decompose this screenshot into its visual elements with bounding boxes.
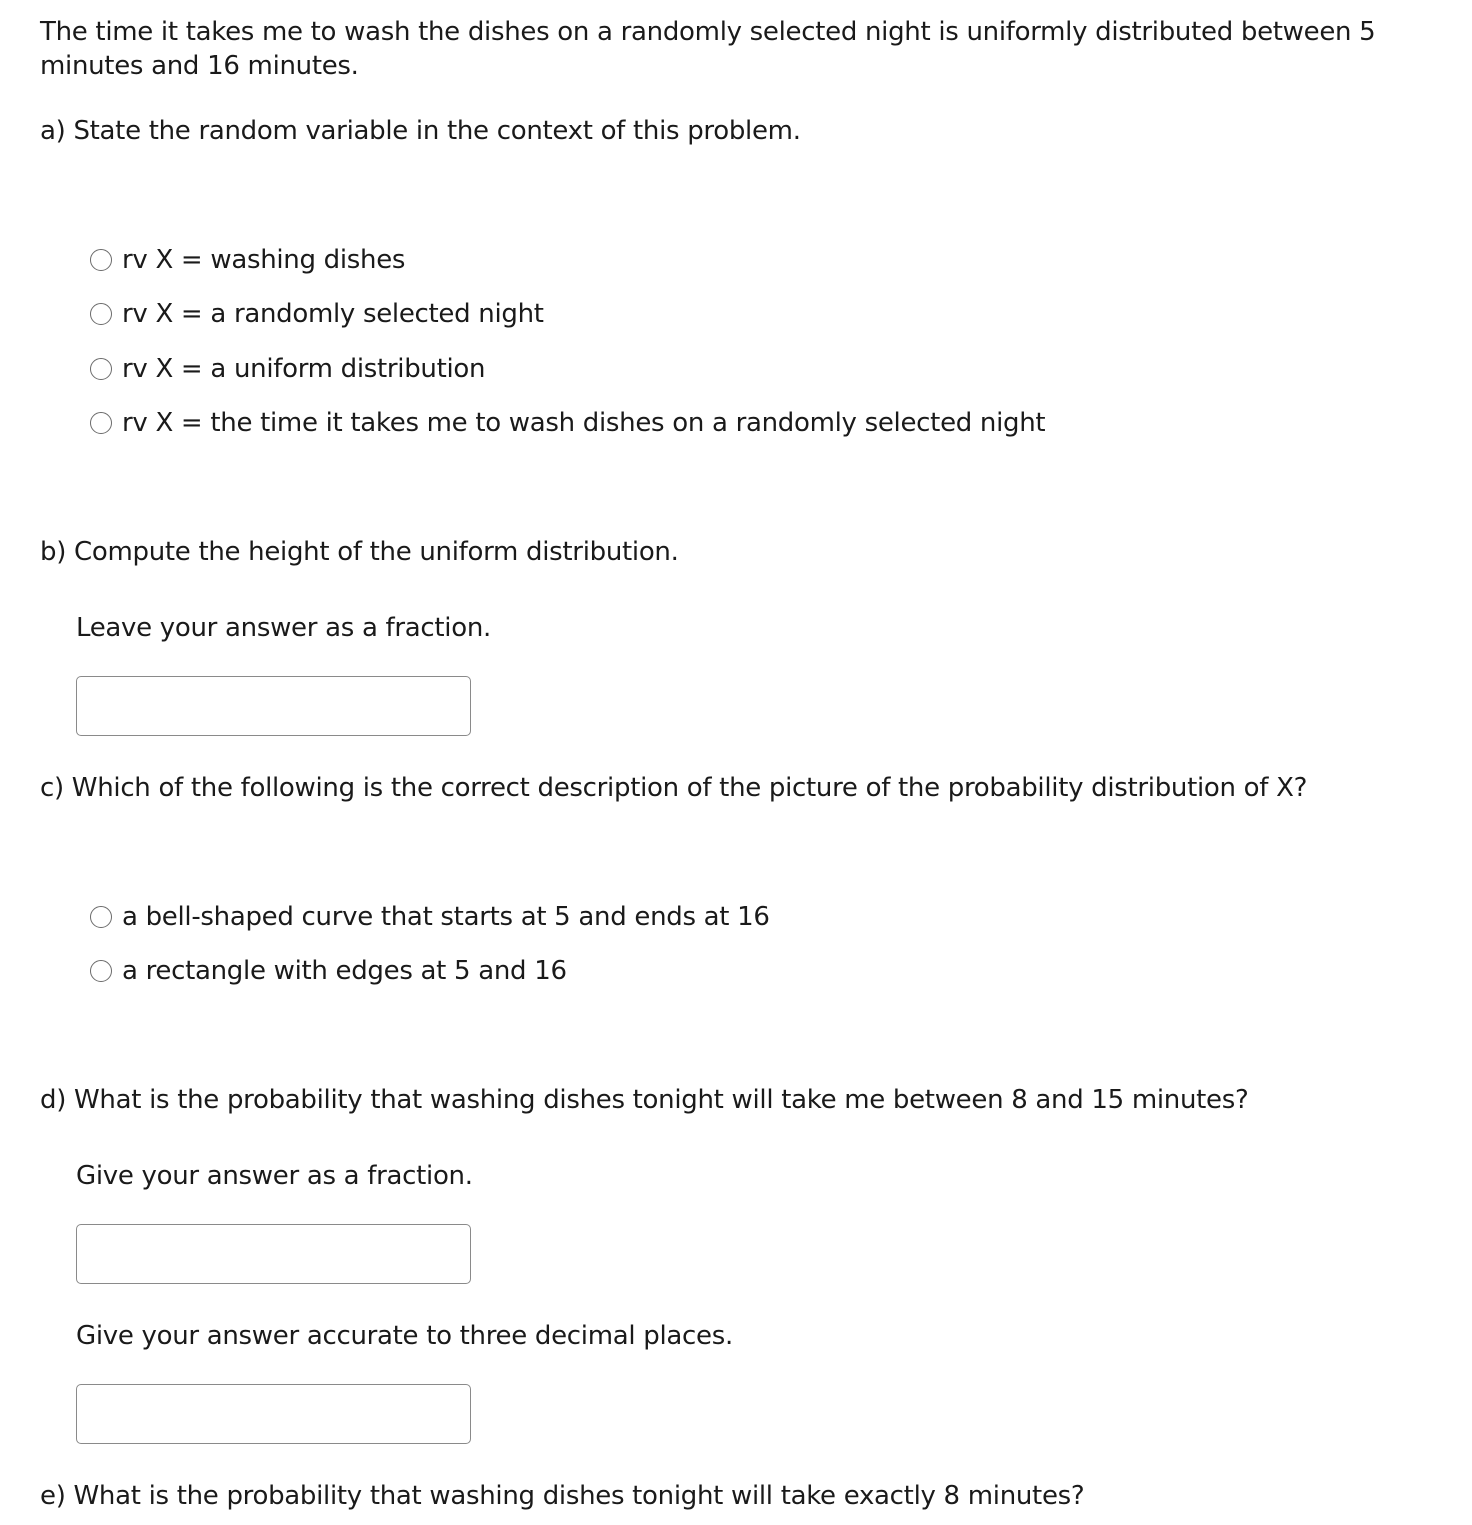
option-label: rv X = the time it takes me to wash dishes on a randomly selected night: [122, 408, 1046, 438]
part-c-option-1[interactable]: [90, 900, 770, 934]
part-c-question: c) Which of the following is the correct description of the picture of the probability distribution of X?: [40, 773, 1308, 803]
part-b-answer-input[interactable]: [76, 676, 471, 736]
part-d-decimal-input[interactable]: [76, 1384, 471, 1444]
option-label: rv X = a uniform distribution: [122, 354, 486, 384]
part-b-question: b) Compute the height of the uniform distribution.: [40, 537, 679, 567]
radio-button[interactable]: [90, 358, 112, 380]
option-label: a rectangle with edges at 5 and 16: [122, 956, 567, 986]
option-label: a bell-shaped curve that starts at 5 and ends at 16: [122, 902, 770, 932]
part-d-fraction-instruction: Give your answer as a fraction.: [76, 1161, 473, 1191]
radio-button[interactable]: [90, 960, 112, 982]
radio-button[interactable]: [90, 906, 112, 928]
part-d-fraction-input[interactable]: [76, 1224, 471, 1284]
option-label: rv X = washing dishes: [122, 245, 406, 275]
part-a-option-3[interactable]: [90, 352, 485, 386]
problem-statement: The time it takes me to wash the dishes on a randomly selected night is uniformly distributed between 5 minutes and 16 minutes.: [40, 17, 1376, 81]
part-a-option-4[interactable]: [90, 406, 1045, 440]
part-a-option-1[interactable]: [90, 243, 405, 277]
radio-button[interactable]: [90, 303, 112, 325]
part-d-decimal-instruction: Give your answer accurate to three decimal places.: [76, 1321, 733, 1351]
part-a-question: a) State the random variable in the context of this problem.: [40, 116, 801, 146]
radio-button[interactable]: [90, 249, 112, 271]
radio-button[interactable]: [90, 412, 112, 434]
part-d-question: d) What is the probability that washing dishes tonight will take me between 8 and 15 minutes?: [40, 1085, 1249, 1115]
part-b-instruction: Leave your answer as a fraction.: [76, 613, 491, 643]
part-e-question: e) What is the probability that washing dishes tonight will take exactly 8 minutes?: [40, 1481, 1085, 1511]
part-c-option-2[interactable]: [90, 954, 567, 988]
option-label: rv X = a randomly selected night: [122, 299, 544, 329]
part-a-option-2[interactable]: [90, 297, 544, 331]
